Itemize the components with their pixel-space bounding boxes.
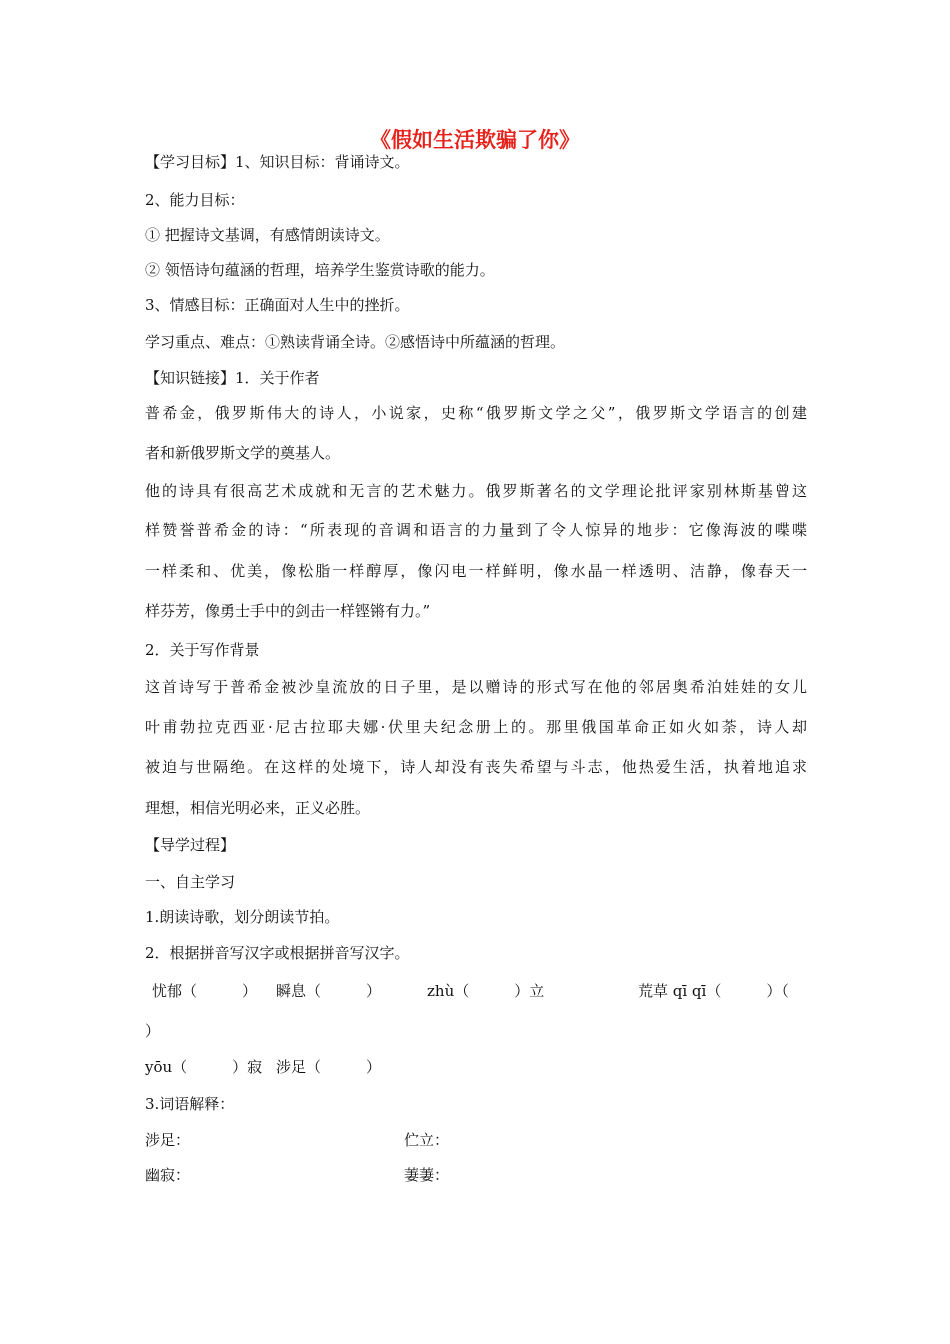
background-heading: 2．关于写作背景 (145, 641, 260, 659)
pinyin-item-youji: yōu（ ）寂 (145, 1058, 263, 1076)
task-read-aloud: 1.朗读诗歌，划分朗读节拍。 (145, 908, 340, 926)
term-youji: 幽寂： (145, 1166, 191, 1184)
pinyin-item-shezu: 涉足（ ） (276, 1058, 382, 1076)
knowledge-heading: 【知识链接】1．关于作者 (145, 369, 320, 387)
task-pinyin: 2．根据拼音写汉字或根据拼音写汉字。 (145, 944, 410, 962)
background-paragraph-line: 这首诗写于普希金被沙皇流放的日子里，是以赠诗的形式写在他的邻居奥希泊娃娃的女儿 (145, 678, 807, 696)
pinyin-item-zhuli: zhù（ ）立 (427, 982, 545, 1000)
pinyin-item-youyu: 忧郁（ ） (152, 982, 258, 1000)
background-paragraph-line: 理想，相信光明必来，正义必胜。 (145, 799, 371, 817)
background-paragraph-line: 叶甫勃拉克西亚·尼古拉耶夫娜·伏里夫纪念册上的。那里俄国革命正如火如荼，诗人却 (145, 718, 807, 736)
task-word-explanation: 3.词语解释： (145, 1095, 235, 1113)
author-paragraph-line: 普希金，俄罗斯伟大的诗人，小说家，史称“俄罗斯文学之父”，俄罗斯文学语言的创建 (145, 404, 807, 422)
section-self-study: 一、自主学习 (145, 873, 236, 891)
term-qiqi: 萋萋： (404, 1166, 450, 1184)
pinyin-item-qiqi-continued: ） (145, 1022, 161, 1040)
author-paragraph-line: 者和新俄罗斯文学的奠基人。 (145, 444, 341, 462)
objectives-line-2: 2、能力目标： (145, 191, 245, 209)
author-paragraph-line: 一样柔和、优美，像松脂一样醇厚，像闪电一样鲜明，像水晶一样透明、洁静，像春天一 (145, 562, 807, 580)
objectives-line-5: 3、情感目标：正确面对人生中的挫折。 (145, 296, 410, 314)
guide-heading: 【导学过程】 (145, 836, 236, 854)
author-paragraph-line: 样赞誉普希金的诗：“所表现的音调和语言的力量到了令人惊异的地步：它像海波的喋喋 (145, 521, 807, 539)
author-paragraph-line: 样芬芳，像勇士手中的剑击一样铿锵有力。” (145, 602, 431, 620)
author-paragraph-line: 他的诗具有很高艺术成就和无言的艺术魅力。俄罗斯著名的文学理论批评家别林斯基曾这 (145, 482, 807, 500)
term-shezu: 涉足： (145, 1131, 191, 1149)
background-paragraph-line: 被迫与世隔绝。在这样的处境下，诗人却没有丧失希望与斗志，他热爱生活，执着地追求 (145, 758, 807, 776)
objectives-line-3: ① 把握诗文基调，有感情朗读诗文。 (145, 226, 390, 244)
objectives-line-4: ② 领悟诗句蕴涵的哲理，培养学生鉴赏诗歌的能力。 (145, 261, 495, 279)
pinyin-item-qiqi: 荒草 qī qī（ ）（ (638, 982, 789, 1000)
term-zhuli: 伫立： (404, 1131, 450, 1149)
page-title: 《假如生活欺骗了你》 (370, 128, 580, 152)
pinyin-item-shunxi: 瞬息（ ） (276, 982, 382, 1000)
key-points-line: 学习重点、难点：①熟读背诵全诗。②感悟诗中所蕴涵的哲理。 (145, 333, 566, 351)
objectives-line-1: 【学习目标】1、知识目标：背诵诗文。 (145, 153, 410, 171)
